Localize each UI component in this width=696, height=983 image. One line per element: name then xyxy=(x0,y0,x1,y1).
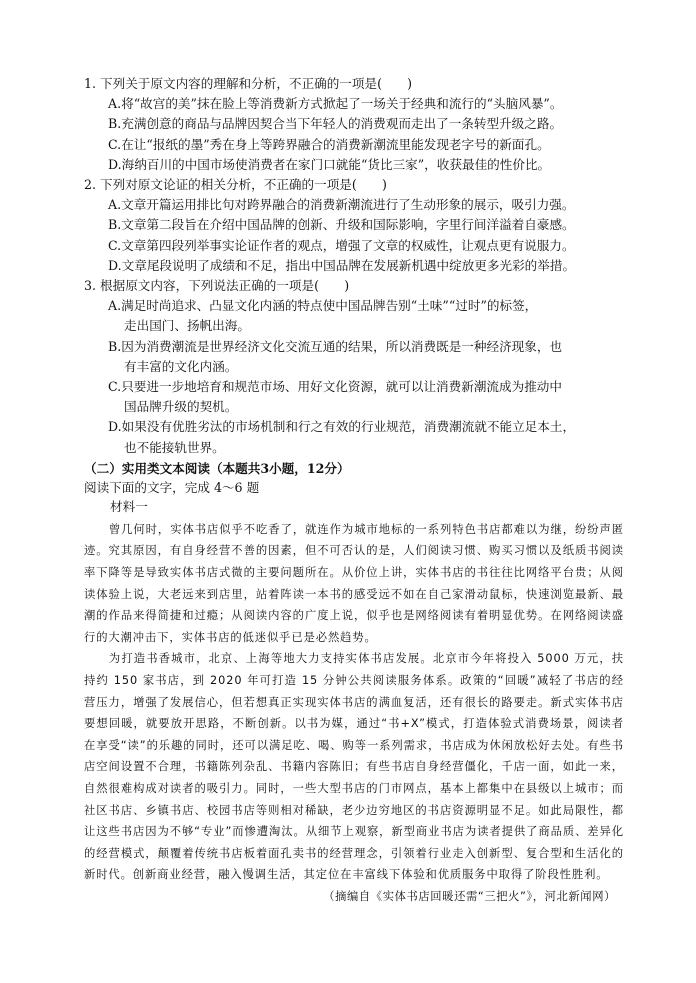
option-letter: C. xyxy=(108,237,122,253)
material-paragraph-2: 为打造书香城市，北京、上海等地大力支持实体书店发展。北京市今年将投入 5000 万元，扶持约 150 家书店，到 2020 年可打造 15 分钟公共阅读服务体系。政策的“回暖”减轻了书店的经营压力，增强了发展信心，但若想真正实现实体书店的满血复活，还有很长的路要走。新式实体书店要想回暖，就要放开思路，不断创新。以书为媒，通过“书+X”模式，打造体验式消费场景，阅读者在享受“读”的乐趣的同时，还可以满足吃、喝、购等一系列需求，书店成为休闲放松好去处。有些书店空间设置不合理，书籍陈列杂乱、书籍内容陈旧；有些书店自身经营僵化，千店一面，如此一来，自然很难构成对读者的吸引力。同时，一些大型书店的门市网点，基本上都集中在县级以上城市；而社区书店、乡镇书店、校园书店等则相对稀缺，老少边穷地区的书店资源明显不足。如此局限性，都让这些书店因为不够“专业”而惨遭淘汰。从细节上观察，新型商业书店为读者提供了商品质、差异化的经营模式，颠覆着传统书店板着面孔卖书的经营理念，引领着行业走入创新型、复合型和生活化的新时代。创新商业经营，融入慢调生活，其定位在丰富线下体验和优质服务中取得了阶段性胜利。 xyxy=(84,652,624,882)
option-c xyxy=(84,135,624,155)
option-letter: D. xyxy=(108,257,122,273)
option-text: 因为消费潮流是世界经济文化交流互通的结果，所以消费既是一种经济现象，也 xyxy=(121,338,563,354)
option-b xyxy=(84,114,624,134)
option-text-continued: 走出国门、扬帆出海。 xyxy=(124,318,250,334)
option-d xyxy=(84,417,624,457)
exam-page xyxy=(84,74,624,908)
option-letter: B. xyxy=(108,217,122,233)
option-letter: D. xyxy=(108,156,122,172)
option-letter: D. xyxy=(108,419,122,435)
source-citation: （摘编自《实体书店回暖还需“三把火”》，河北新闻网） xyxy=(323,889,616,903)
question-stem: 3. 根据原文内容，下列说法正确的一项是( ) xyxy=(84,278,350,294)
option-text: 满足时尚追求、凸显文化内涵的特点使中国品牌告别“土味”“过时”的标签， xyxy=(121,298,538,314)
option-a xyxy=(84,296,624,336)
option-b xyxy=(84,337,624,377)
option-letter: C. xyxy=(108,136,122,152)
question-3 xyxy=(84,276,624,458)
section-title: （二）实用类文本阅读（本题共3小题，12分） xyxy=(84,460,350,476)
option-text-continued: 也不能接轨世界。 xyxy=(124,439,225,455)
option-letter: A. xyxy=(108,96,122,112)
option-a xyxy=(84,195,624,215)
question-stem: 1. 下列关于原文内容的理解和分析，不正确的一项是( ) xyxy=(84,76,413,91)
section-intro: 阅读下面的文字，完成 4～6 题 xyxy=(84,479,260,495)
option-text: 文章尾段说明了成绩和不足，指出中国品牌在发展新机遇中绽放更多光彩的举措。 xyxy=(121,257,576,273)
option-letter: C. xyxy=(108,379,122,395)
material-label: 材料一 xyxy=(110,498,148,514)
option-text: 充满创意的商品与品牌因契合当下年轻人的消费观而走出了一条转型升级之路。 xyxy=(121,116,563,132)
option-letter: B. xyxy=(108,338,122,354)
option-a xyxy=(84,94,624,114)
option-text: 文章第四段列举事实论证作者的观点，增强了文章的权威性，让观点更有说服力。 xyxy=(121,237,575,253)
option-letter: A. xyxy=(108,197,122,213)
option-text: 如果没有优胜劣汰的市场机制和行之有效的行业规范，消费潮流就不能立足本土， xyxy=(121,419,576,435)
option-text: 只要进一步地培育和规范市场、用好文化资源，就可以让消费新潮流成为推动中 xyxy=(121,379,562,395)
option-text: 将“故宫的美”抹在脸上等消费新方式掀起了一场关于经典和流行的“头脑风暴”。 xyxy=(121,96,563,112)
material-paragraph-1: 曾几何时，实体书店似乎不吃香了，就连作为城市地标的一系列特色书店都难以为继，纷纷声匿迹。究其原因，有自身经营不善的因素，但不可否认的是，人们阅读习惯、购买习惯以及纸质书阅读率下降等是导致实体书店式微的主要问题所在。从价位上讲，实体书店的书往往比网络平台贵；从阅读体验上说，大老远来到店里，站着阵读一本书的感受远不如在自己家滑动鼠标，快速浏览最新、最潮的作品来得简捷和过瘾；从阅读内容的广度上说，似乎也是网络阅读有着明显优势。在网络阅读盛行的大潮冲击下，实体书店的低迷似乎已是必然趋势。 xyxy=(84,522,624,644)
option-letter: B. xyxy=(108,116,122,132)
option-text: 文章开篇运用排比句对跨界融合的消费新潮流进行了生动形象的展示，吸引力强。 xyxy=(121,197,575,213)
question-list xyxy=(84,74,624,458)
option-text: 在让“报纸的墨”秀在身上等跨界融合的消费新潮流里能发现老字号的新面孔。 xyxy=(121,136,550,152)
option-text: 海纳百川的中国市场使消费者在家门口就能“货比三家”，收获最佳的性价比。 xyxy=(121,156,551,172)
option-c xyxy=(84,236,624,256)
option-text: 文章第二段旨在介绍中国品牌的创新、升级和国际影响，字里行间洋溢着自豪感。 xyxy=(121,217,575,233)
question-stem: 2. 下列对原文论证的相关分析，不正确的一项是( ) xyxy=(84,177,387,193)
option-d xyxy=(84,155,624,175)
option-text-continued: 国品牌升级的契机。 xyxy=(124,399,238,415)
question-2 xyxy=(84,175,624,276)
option-letter: A. xyxy=(108,298,122,314)
option-text-continued: 有丰富的文化内涵。 xyxy=(124,358,238,374)
option-b xyxy=(84,215,624,235)
question-1 xyxy=(84,74,624,175)
option-c xyxy=(84,377,624,417)
option-d xyxy=(84,256,624,276)
